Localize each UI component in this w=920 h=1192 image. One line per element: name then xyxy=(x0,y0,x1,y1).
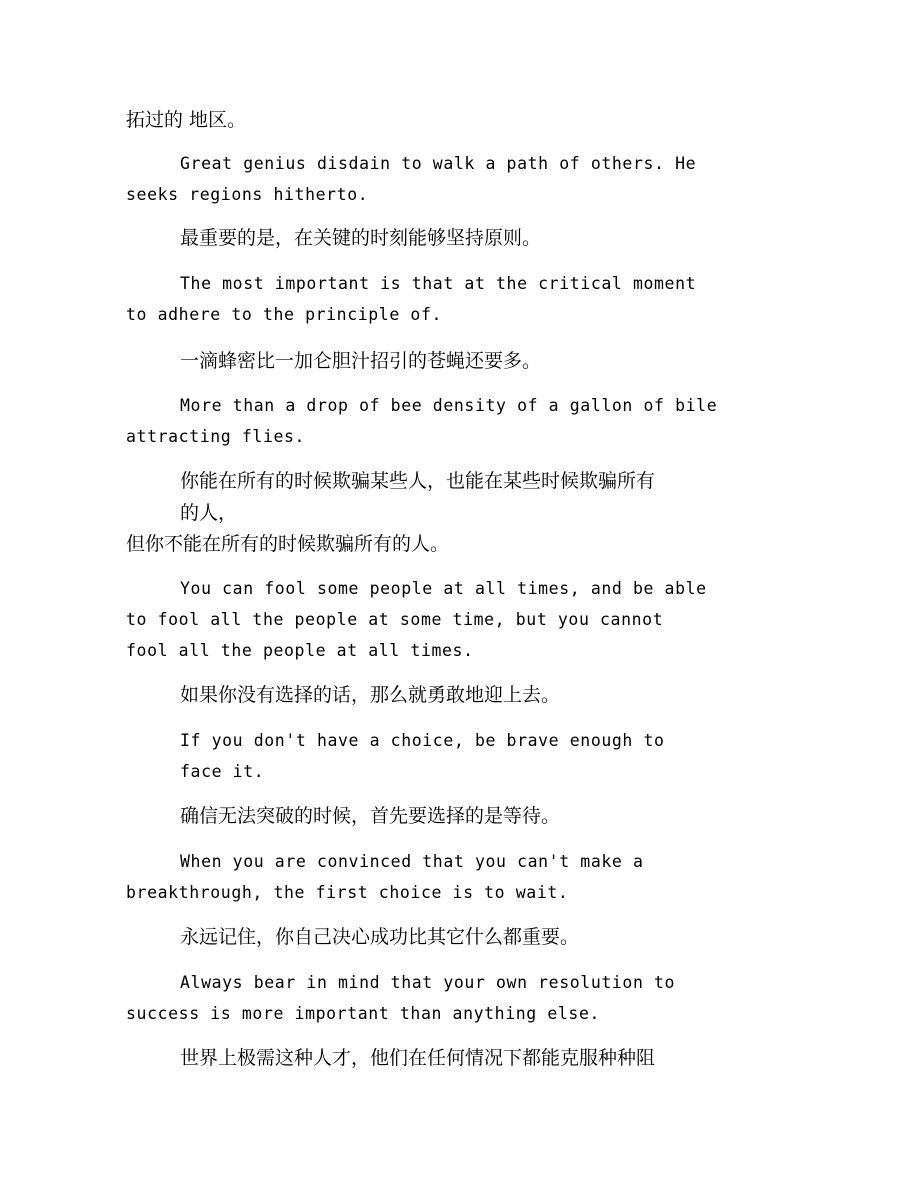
text-line-zh: 你能在所有的时候欺骗某些人，也能在某些时候欺骗所有 xyxy=(180,470,656,492)
text-line-en: face it. xyxy=(180,762,265,781)
text-line-zh: 确信无法突破的时候，首先要选择的是等待。 xyxy=(180,805,561,827)
text-line-zh: 一滴蜂密比一加仑胆汁招引的苍蝇还要多。 xyxy=(180,350,542,372)
text-line-zh: 拓过的 地区。 xyxy=(126,109,247,131)
text-line-en: breakthrough, the first choice is to wait. xyxy=(126,883,569,902)
text-line-en: to fool all the people at some time, but you cannot xyxy=(126,610,664,629)
text-line-en: If you don't have a choice, be brave enough to xyxy=(180,731,665,750)
text-line-en: attracting flies. xyxy=(126,427,306,446)
text-line-zh: 但你不能在所有的时候欺骗所有的人。 xyxy=(126,533,450,555)
text-line-en: You can fool some people at all times, and be able xyxy=(180,579,707,598)
text-line-zh: 世界上极需这种人才，他们在任何情况下都能克服种种阻 xyxy=(180,1047,656,1069)
text-line-zh: 永远记住，你自己决心成功比其它什么都重要。 xyxy=(180,926,580,948)
text-line-en: More than a drop of bee density of a gallon of bile xyxy=(180,396,718,415)
text-line-en: When you are convinced that you can't make a xyxy=(180,852,644,871)
text-line-en: success is more important than anything else. xyxy=(126,1004,601,1023)
text-line-zh: 最重要的是，在关键的时刻能够坚持原则。 xyxy=(180,227,542,249)
text-line-en: fool all the people at all times. xyxy=(126,641,474,660)
text-line-en: to adhere to the principle of. xyxy=(126,305,443,324)
text-line-en: Always bear in mind that your own resolution to xyxy=(180,973,676,992)
text-line-en: Great genius disdain to walk a path of others. He xyxy=(180,154,697,173)
text-line-zh: 如果你没有选择的话，那么就勇敢地迎上去。 xyxy=(180,684,561,706)
text-line-en: seeks regions hitherto. xyxy=(126,185,369,204)
text-line-en: The most important is that at the critical moment xyxy=(180,274,697,293)
text-line-zh: 的人， xyxy=(180,502,238,524)
